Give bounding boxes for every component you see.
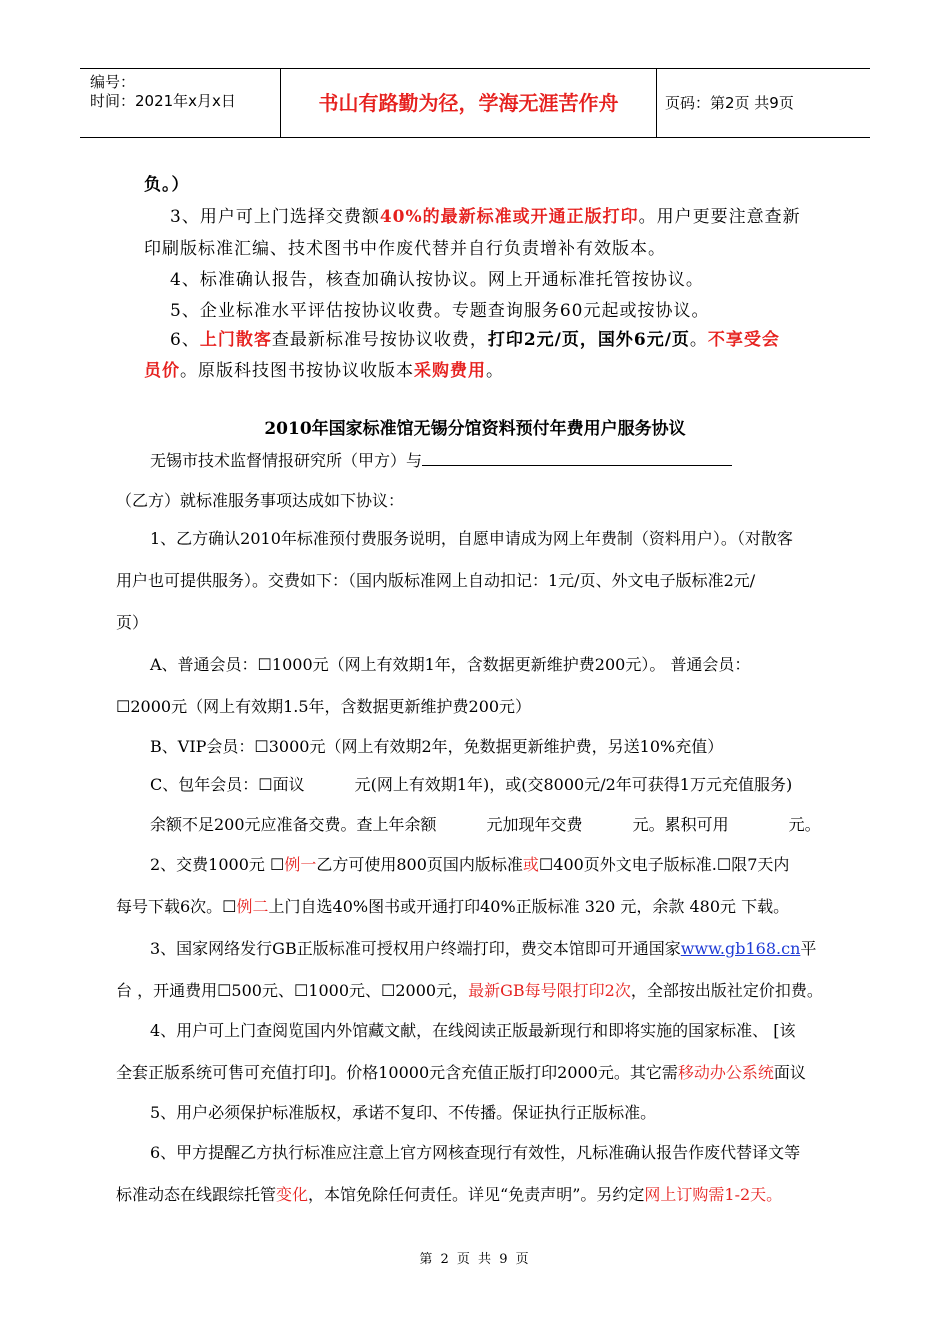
- text-line: 印刷版标准汇编、技术图书中作废代替并自行负责增补有效版本。: [144, 239, 666, 259]
- header-time: 时间：2021年x月x日: [90, 92, 236, 110]
- page-header: [80, 68, 870, 138]
- text-line: ☐2000元（网上有效期1.5年，含数据更新维护费200元）: [116, 697, 532, 716]
- text-line: 余额不足200元应准备交费。查上年余额 元加现年交费 元。累积可用 元。: [150, 815, 821, 834]
- text-line: 4、标准确认报告，核查加确认按协议。网上开通标准托管按协议。: [170, 270, 704, 290]
- text-line: 5、企业标准水平评估按协议收费。专题查询服务60元起或按协议。: [170, 301, 710, 321]
- text-line: 5、用户必须保护标准版权，承诺不复印、不传播。保证执行正版标准。: [150, 1103, 657, 1122]
- text-line: 标准动态在线跟综托管变化，本馆免除任何责任。详见“免责声明”。另约定网上订购需1-2天。: [116, 1185, 783, 1204]
- gb168-link[interactable]: www.gb168.cn: [680, 939, 801, 958]
- header-divider: [656, 69, 657, 137]
- text-line: C、包年会员：☐面议 元(网上有效期1年)，或(交8000元/2年可获得1万元充值服务): [150, 775, 793, 794]
- text-line: 6、上门散客查最新标准号按协议收费，打印2元/页，国外6元/页。不享受会: [170, 330, 780, 350]
- text-line: 每号下载6次。☐例二上门自选40%图书或开通打印40%正版标准 320 元，余款 480元 下载。: [116, 897, 790, 916]
- text-line: 6、甲方提醒乙方执行标准应注意上官方网核查现行有效性，凡标准确认报告作废代替译文等: [150, 1143, 801, 1162]
- agreement-title: 2010年国家标准馆无锡分馆资料预付年费用户服务协议: [264, 419, 686, 439]
- text-line: 1、乙方确认2010年标准预付费服务说明，自愿申请成为网上年费制（资料用户）。（对散客: [150, 529, 793, 548]
- party-line: 无锡市技术监督情报研究所（甲方）与: [150, 448, 732, 471]
- text-line: 全套正版系统可售可充值打印]。价格10000元含充值正版打印2000元。其它需移动办公系统面议: [116, 1063, 806, 1082]
- text-line: 3、用户可上门选择交费额40%的最新标准或开通正版打印。用户更要注意查新: [170, 207, 801, 227]
- text-line: 用户也可提供服务）。交费如下：（国内版标准网上自动扣记：1元/页、外文电子版标准2元/: [116, 571, 756, 590]
- text-line: 3、国家网络发行GB正版标准可授权用户终端打印，费交本馆即可开通国家www.gb168.cn平: [150, 939, 817, 958]
- text-line: 负。）: [144, 175, 190, 195]
- signature-blank[interactable]: [422, 449, 732, 466]
- header-meta: [90, 73, 236, 111]
- text-line: （乙方）就标准服务事项达成如下协议：: [116, 491, 405, 510]
- text-line: 2、交费1000元 ☐例一乙方可使用800页国内版标准或☐400页外文电子版标准.☐限7天内: [150, 855, 790, 874]
- text-line: 员价。原版科技图书按协议收版本采购费用。: [144, 361, 504, 381]
- text-line: B、VIP会员：☐3000元（网上有效期2年，免数据更新维护费，另送10%充值）: [150, 737, 724, 756]
- header-number-label: 编号：: [90, 73, 136, 91]
- text-line: A、普通会员：☐1000元（网上有效期1年，含数据更新维护费200元）。 普通会员：: [150, 655, 751, 674]
- text-line: 台 ，开通费用☐500元、☐1000元、☐2000元，最新GB每号限打印2次，全部按出版社定价扣费。: [116, 981, 823, 1000]
- text-line: 4、用户可上门查阅览国内外馆藏文献，在线阅读正版最新现行和即将实施的国家标准、 [该: [150, 1021, 796, 1040]
- header-motto: 书山有路勤为径，学海无涯苦作舟: [318, 91, 619, 115]
- text-line: 页）: [116, 613, 149, 632]
- header-page-info: 页码：第2页 共9页: [665, 94, 794, 112]
- page-footer: 第 2 页 共 9 页: [419, 1252, 531, 1267]
